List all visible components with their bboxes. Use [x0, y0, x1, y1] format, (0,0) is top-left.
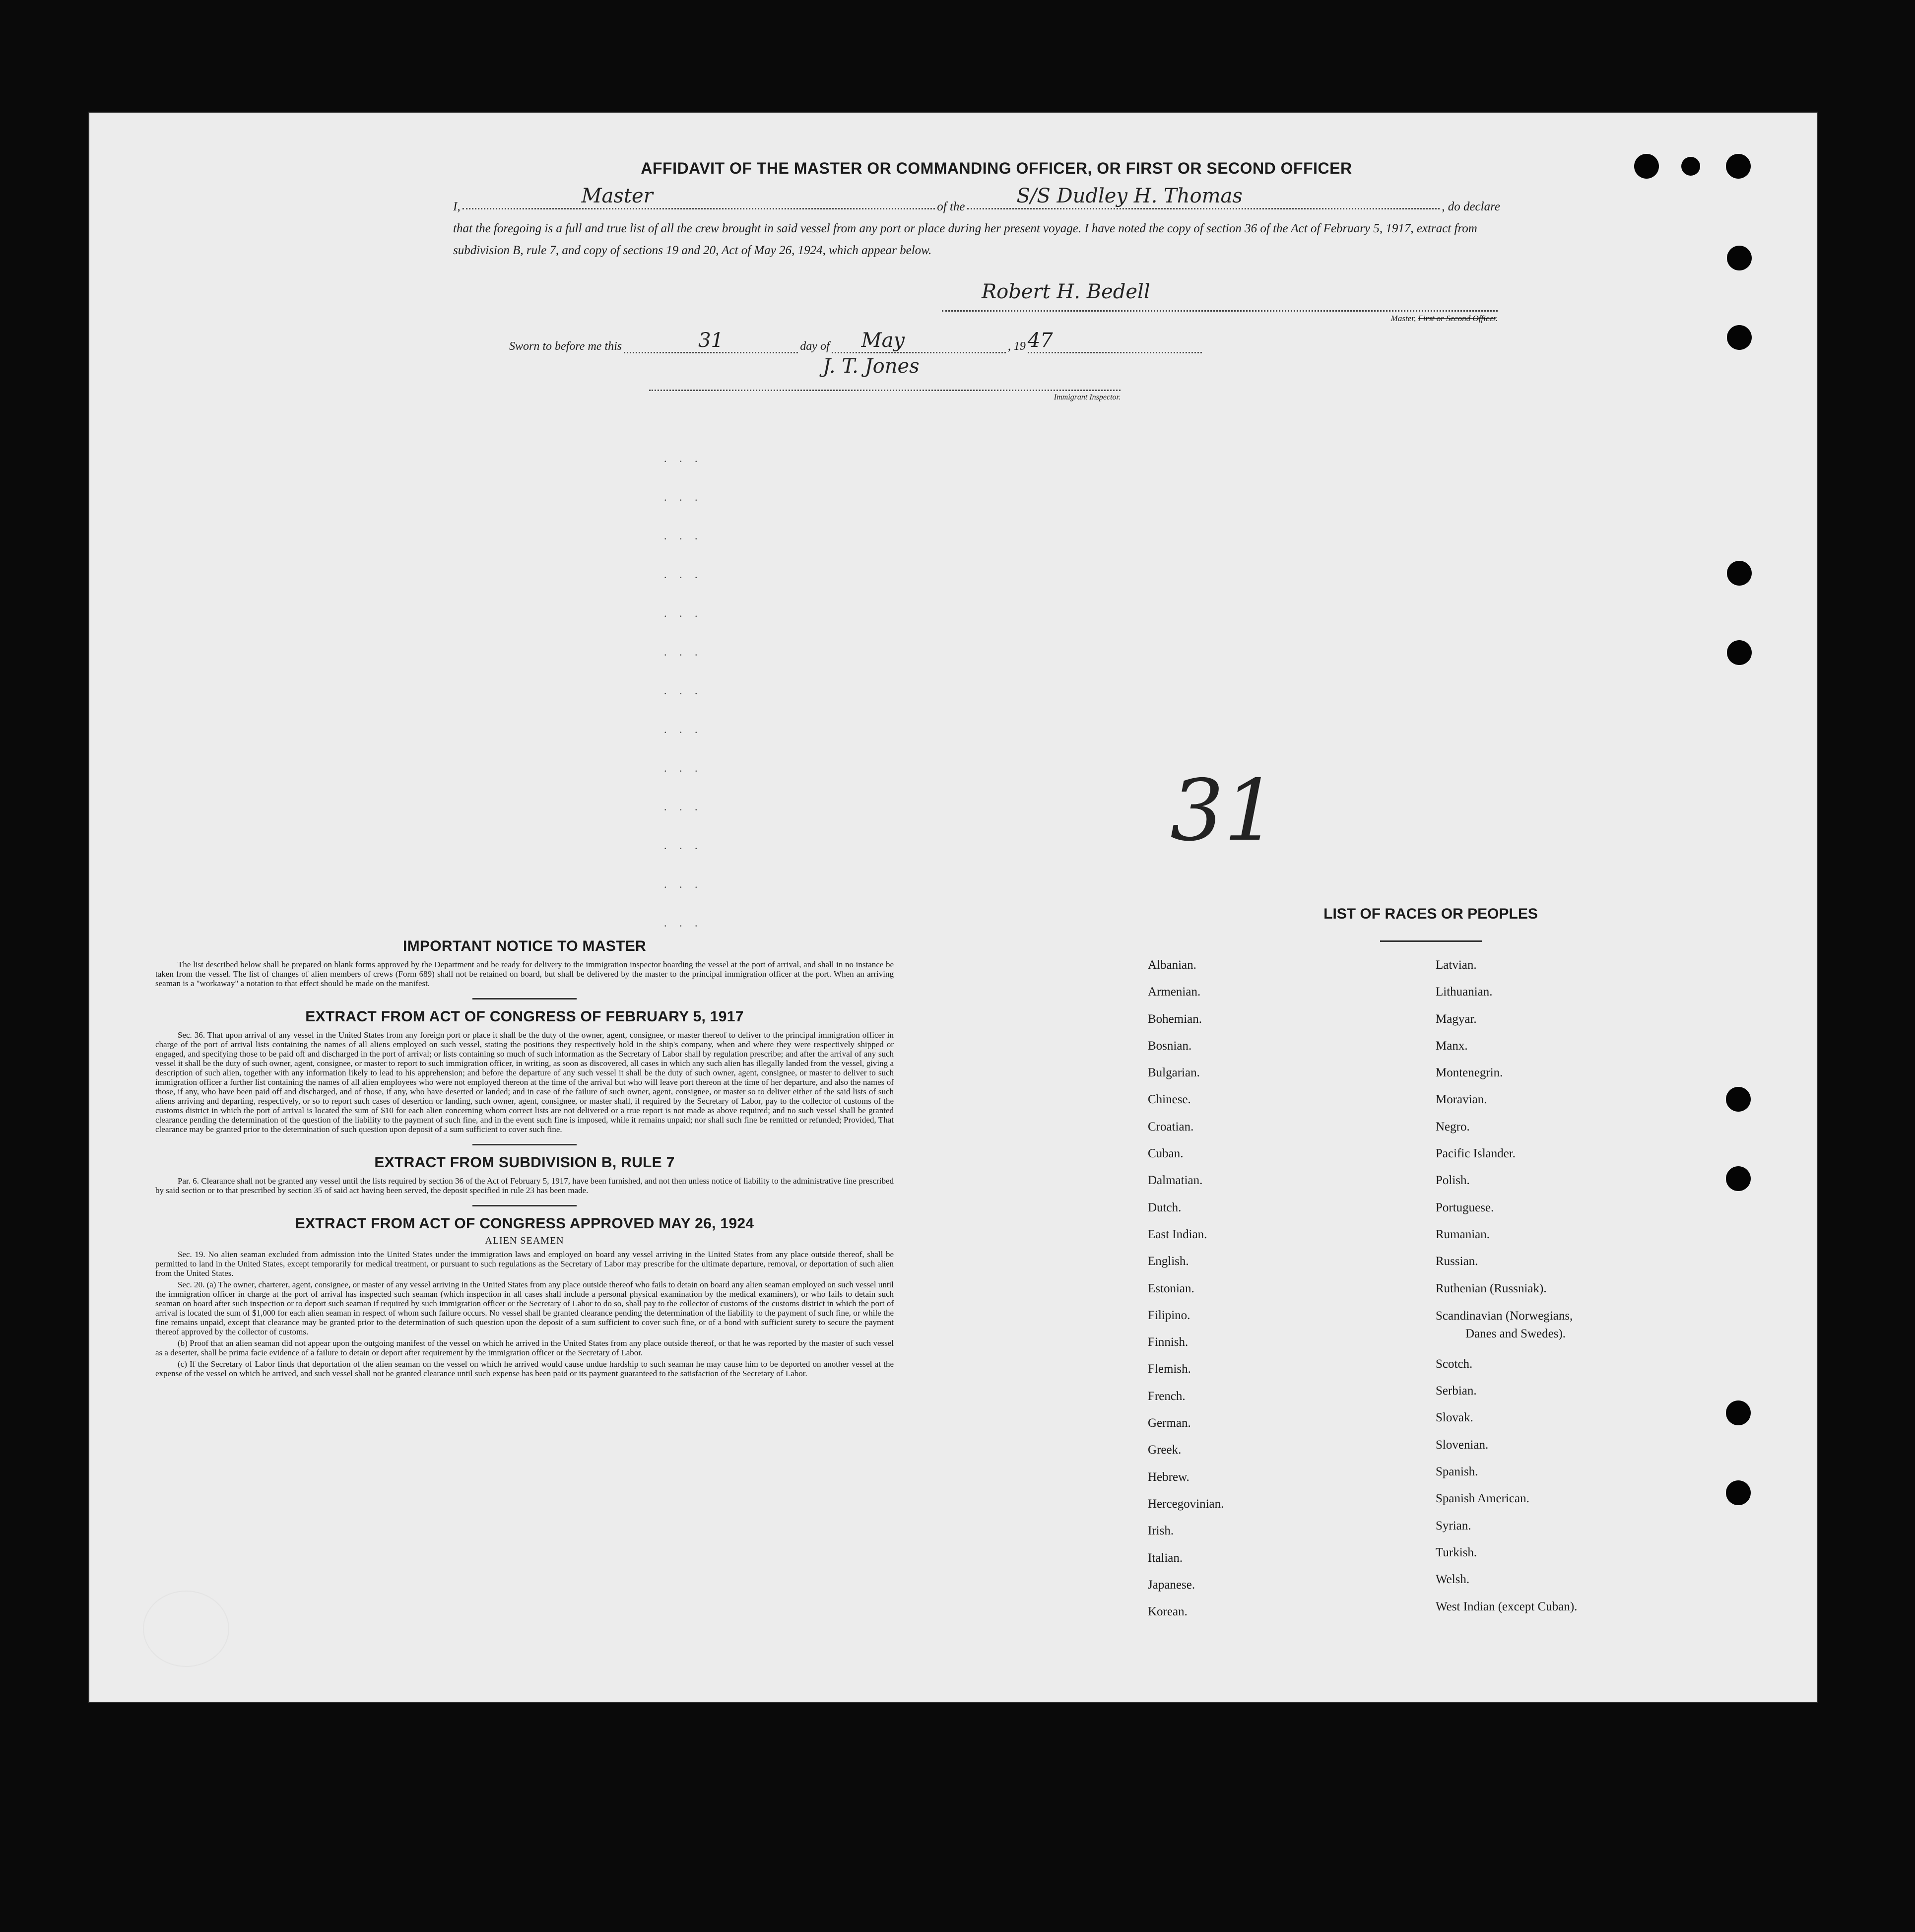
affidavit-i: I,: [453, 200, 461, 213]
divider: [1380, 940, 1482, 942]
master-signature: Robert H. Bedell: [982, 280, 1150, 303]
race-item: Armenian.: [1148, 985, 1201, 999]
races-column-2: [1436, 952, 1664, 1625]
handwritten-margin-mark: 31: [1170, 762, 1278, 860]
races-column-1: [1148, 952, 1436, 1625]
affidavit-title: AFFIDAVIT OF THE MASTER OR COMMANDING OFFICER, OR FIRST OR SECOND OFFICER: [641, 159, 1352, 177]
rule-7-title: EXTRACT FROM SUBDIVISION B, RULE 7: [374, 1154, 675, 1171]
rule-7-text: Par. 6. Clearance shall not be granted any vessel until the lists required by section 36 of the Act of February 5, 1917, have been furnished, and not then unless notice of liability to the administrative fine prescribed by said section or to that prescribed by section 35 of said act having been served, the deposit specified in rule 23 has been made.: [155, 1176, 894, 1195]
sworn-month: May: [861, 329, 905, 352]
race-item: Japanese.: [1148, 1578, 1195, 1592]
binder-hole-6: [1727, 561, 1752, 586]
race-item: Pacific Islander.: [1436, 1147, 1516, 1161]
sworn-year-prefix: , 19: [1007, 340, 1026, 353]
race-item: German.: [1148, 1416, 1191, 1430]
binder-hole-2: [1681, 157, 1700, 176]
vessel-name-field: [967, 185, 1440, 209]
master-name-handwriting: Master: [581, 185, 653, 207]
affidavit-body: that the foregoing is a full and true list of all the crew brought in said vessel from any port or place during her present voyage. I have noted the copy of section 36 of the Act of February 5, 1917, extract from subdivision B, rule 7, and copy of sections 19 and 20, Act of May 26, 1924, which appear below.: [453, 222, 1477, 257]
races-columns: [1096, 952, 1766, 1625]
act-1924-sec20a: Sec. 20. (a) The owner, charterer, agent, consignee, or master of any vessel arriving in the United States from any place outside thereof who fails to detain on board any alien seaman employed on such vessel until the immigration officer in charge at the port of arrival has inspected such seaman (which inspection in all cases shall include a personal physical examination by the medical examiners), or who fails to detain such seaman on board after such inspection or to deport such seaman if required by such immigration officer or the Secretary of Labor to do so, shall pay to the collector of customs of the customs district in which the port of arrival is located the sum of $1,000 for each alien seaman in respect of whom such failure occurs. No vessel shall be granted clearance pending the determination of the liability to the payment of such fine, or while the fine remains unpaid, except that clearance may be granted prior to the determination of such question upon the deposit of a sum sufficient to cover such fine, or of a bond with sufficient surety to secure the payment thereof approved by the collector of customs.: [155, 1280, 894, 1336]
race-item: Ruthenian (Russniak).: [1436, 1281, 1547, 1295]
inspector-signature-block: [649, 355, 1121, 402]
race-item: Estonian.: [1148, 1281, 1194, 1295]
affidavit-of-the: of the: [937, 200, 965, 213]
race-item: Dutch.: [1148, 1200, 1182, 1214]
binder-hole-7: [1727, 640, 1752, 665]
races-column-2-top: [1436, 952, 1664, 1302]
race-item: Hercegovinian.: [1148, 1497, 1224, 1511]
race-item: Spanish.: [1436, 1465, 1478, 1479]
divider: [472, 998, 577, 999]
race-item: Chinese.: [1148, 1093, 1191, 1107]
notice-title: IMPORTANT NOTICE TO MASTER: [402, 938, 646, 954]
race-item: English.: [1148, 1255, 1189, 1268]
race-item: Welsh.: [1436, 1573, 1470, 1587]
sworn-day-of: day of: [800, 340, 830, 353]
binder-hole-3: [1726, 154, 1751, 179]
race-item: Croatian.: [1148, 1120, 1194, 1133]
act-1924-sec19: Sec. 19. No alien seaman excluded from admission into the United States under the immigration laws and employed on board any vessel arriving in the United States from any place outside thereof, shall be permitted to land in the United States, except temporarily for medical treatment, or pursuant to such regulations as the Secretary of Labor may prescribe for the ultimate departure, removal, or deportation of such alien from the United States.: [155, 1250, 894, 1278]
notice-text: The list described below shall be prepared on blank forms approved by the Department and be ready for delivery to the immigration inspector boarding the vessel at the port of arrival, and shall in no instance be taken from the vessel. The list of changes of alien members of crews (Form 689) shall not be retained on board, but shall be delivered by the master to the principal immigration officer at the port. When an arriving seaman is a "workaway" a notation to that effect should be made on the manifest.: [155, 960, 894, 988]
master-name-field: [462, 185, 935, 209]
race-item: Greek.: [1148, 1443, 1182, 1457]
race-item: Syrian.: [1436, 1519, 1471, 1532]
race-item: Negro.: [1436, 1120, 1470, 1133]
act-1917-title: EXTRACT FROM ACT OF CONGRESS OF FEBRUARY 5, 1917: [305, 1008, 744, 1025]
manifest-page: [88, 112, 1818, 1703]
race-item: Finnish.: [1148, 1335, 1189, 1349]
race-item: Scotch.: [1436, 1357, 1473, 1371]
race-item: Slovak.: [1436, 1411, 1473, 1425]
sworn-year-field: [1027, 329, 1202, 353]
binder-hole-5: [1727, 325, 1752, 350]
affidavit-text: [453, 185, 1500, 262]
race-item: Dalmatian.: [1148, 1174, 1203, 1188]
sworn-day-field: [624, 329, 798, 353]
master-signature-block: [942, 280, 1498, 324]
race-item: Cuban.: [1148, 1147, 1184, 1161]
binder-hole-4: [1727, 246, 1752, 270]
inspector-signature: J. T. Jones: [823, 355, 920, 378]
race-item: French.: [1148, 1389, 1186, 1403]
race-item: Serbian.: [1436, 1384, 1477, 1398]
race-item: Bosnian.: [1148, 1039, 1192, 1053]
embossed-seal: [143, 1591, 229, 1667]
race-item: Portuguese.: [1436, 1200, 1494, 1214]
race-item: Bohemian.: [1148, 1012, 1202, 1026]
sworn-year: 47: [1027, 329, 1053, 352]
race-item: West Indian (except Cuban).: [1436, 1599, 1578, 1613]
divider: [472, 1205, 577, 1206]
race-item: Montenegrin.: [1436, 1066, 1503, 1080]
affidavit-do-declare: , do declare: [1442, 200, 1500, 213]
race-item: Turkish.: [1436, 1545, 1477, 1559]
binder-hole-1: [1634, 154, 1659, 179]
race-item: Hebrew.: [1148, 1470, 1189, 1484]
race-item: Manx.: [1436, 1039, 1468, 1053]
race-item: Albanian.: [1148, 958, 1196, 972]
race-item: Italian.: [1148, 1551, 1183, 1565]
race-item: Polish.: [1436, 1174, 1470, 1188]
race-item: Bulgarian.: [1148, 1066, 1200, 1080]
inspector-signature-line: [649, 355, 1121, 391]
race-item: Rumanian.: [1436, 1227, 1490, 1241]
race-item: Korean.: [1148, 1605, 1188, 1619]
race-item: Spanish American.: [1436, 1492, 1529, 1506]
master-signature-caption: Master, First or Second Officer.: [1390, 314, 1498, 323]
notice-section: [155, 938, 894, 1380]
races-list-section: [1096, 906, 1766, 1625]
race-item: Latvian.: [1436, 958, 1477, 972]
race-item: Slovenian.: [1436, 1438, 1489, 1452]
struck-officer-text: First or Second Officer: [1418, 314, 1496, 323]
affidavit-declaration-line: [453, 185, 1500, 218]
divider: [472, 1144, 577, 1145]
sworn-prefix: Sworn to before me this: [509, 340, 622, 353]
race-item: Irish.: [1148, 1524, 1174, 1538]
race-item: Lithuanian.: [1436, 985, 1493, 999]
race-scandinavian: Scandinavian (Norwegians, Danes and Swedes).: [1436, 1309, 1573, 1340]
act-1924-title: EXTRACT FROM ACT OF CONGRESS APPROVED MAY 26, 1924: [295, 1215, 754, 1232]
inspector-caption: Immigrant Inspector.: [1054, 393, 1121, 401]
races-column-2-bottom: [1436, 1351, 1664, 1620]
act-1917-text: Sec. 36. That upon arrival of any vessel in the United States from any foreign port or place it shall be the duty of the owner, agent, consignee, or master thereof to deliver to the principal immigration officer in charge of the port of arrival lists containing the names of all aliens employed on such vessel, stating the positions they respectively hold in the ship's company, when and where they were respectively shipped or engaged, and specifying those to be paid off and discharged in the port of arrival; or lists containing so much of such information as the Secretary of Labor shall by regulation prescribe; and after the arrival of any such vessel it shall be the duty of such owner, agent, consignee, or master to report to such immigration officer, in writing, as soon as discovered, all cases in which any such alien has illegally landed from the vessel, giving a description of such alien, together with any information likely to lead to his apprehension; and before the departure of any such vessel it shall be the duty of such owner, agent, consignee, or master to deliver to such immigration officer a further list containing the names of all alien employees who were not employed thereon at the time of the arrival but who will leave port thereon at the time of her departure, and also the names of those, if any, who have been paid off and discharged, and of those, if any, who have deserted or landed; and in case of the failure of such owner, agent, consignee, or master so to deliver either of the said lists of such aliens arriving and departing, respectively, or so to report such cases of desertion or landing, such owner, agent, consignee, or master shall, if required by the Secretary of Labor, pay to the collector of customs of the customs district in which the port of arrival is located the sum of $10 for each alien concerning whom correct lists are not delivered or a true report is not made as above required; and no such vessel shall be granted clearance pending the determination of the question of the liability to the payment of such fine, and in the event such fine is imposed, while it remains unpaid; nor shall such fine be remitted or refunded; Provided, That clearance may be granted prior to the determination of such question upon deposit of a sum sufficient to cover such fine.: [155, 1030, 894, 1134]
faint-dot-leaders: . . . . . . . . . . . . . . . . . . . . . . . . . . . . . . . . . . . . . . .: [664, 452, 703, 929]
race-item: Magyar.: [1436, 1012, 1477, 1026]
master-signature-line: [942, 280, 1498, 312]
sworn-day: 31: [698, 329, 724, 352]
act-1924-sec20c: (c) If the Secretary of Labor finds that deportation of the alien seaman on the vessel on which he arrived would cause undue hardship to such seaman he may cause him to be deported on another vessel at the expense of the vessel on which he arrived, and such vessel shall not be granted clearance until such expense has been paid or its payment guaranteed to the satisfaction of the Secretary of Labor.: [155, 1359, 894, 1378]
races-title: LIST OF RACES OR PEOPLES: [1323, 906, 1538, 922]
sworn-line: [509, 329, 1204, 353]
sworn-month-field: [832, 329, 1006, 353]
race-item: Moravian.: [1436, 1093, 1487, 1107]
vessel-name-handwriting: S/S Dudley H. Thomas: [1016, 185, 1243, 207]
act-1924-sec20b: (b) Proof that an alien seaman did not appear upon the outgoing manifest of the vessel on which he arrived in the United States from any place outside thereof, or that he was reported by the master of such vessel as a deserter, shall be prima facie evidence of a failure to detain or deport after requirement by the immigration officer or the Secretary of Labor.: [155, 1338, 894, 1357]
race-item: Flemish.: [1148, 1362, 1191, 1376]
race-item: East Indian.: [1148, 1227, 1207, 1241]
race-item: Russian.: [1436, 1255, 1478, 1268]
race-item: Filipino.: [1148, 1308, 1190, 1322]
act-1924-subtitle: ALIEN SEAMEN: [485, 1235, 564, 1246]
